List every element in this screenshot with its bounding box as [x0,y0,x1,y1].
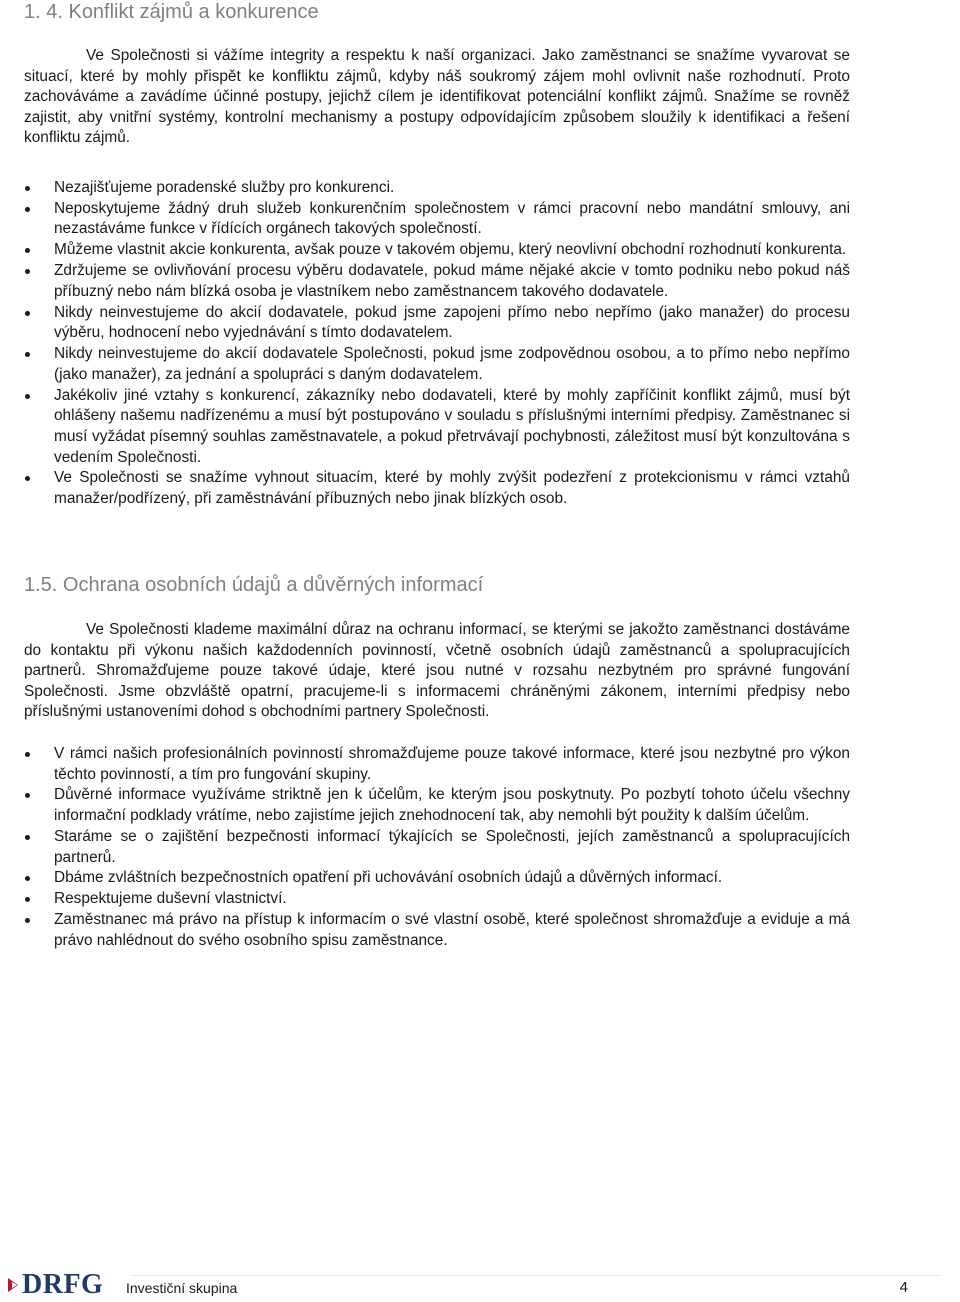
list-item-text: Nikdy neinvestujeme do akcií dodavatele, pokud jsme zapojeni přímo nebo nepřímo (jako manažer) do procesu výběru, hodnocení nebo vyjednávání s tímto dodavatelem. [54,303,850,342]
bullet-icon [25,269,30,274]
list-item-text: V rámci našich profesionálních povinností shromažďujeme pouze takové informace, které jsou nezbytné pro výkon těchto povinností, a tím pro fungování skupiny. [54,745,850,783]
bullet-icon [25,876,30,881]
bullet-icon [25,793,30,798]
list-item [24,889,850,910]
list-item [24,785,850,826]
list-item [24,344,850,385]
list-item [24,261,850,302]
list-item-text: Důvěrné informace využíváme striktně jen k účelům, ke kterým jsou poskytnuty. Po pozbytí tohoto účelu všechny informační podklady vrátíme, nebo zajistíme jejich znehodnocení tak, aby nemohli být použity k dalším účelům. [54,786,850,825]
footer-divider [130,1275,940,1276]
list-item [24,744,850,785]
list-item-text: Dbáme zvláštních bezpečnostních opatření při uchovávání osobních údajů a důvěrných informací. [54,869,723,887]
list-item-text: Staráme se o zajištění bezpečnosti informací týkajících se Společnosti, jejích zaměstnanců a spolupracujících partnerů. [54,827,850,866]
list-item-text: Respektujeme duševní vlastnictví. [54,890,287,908]
list-item-text: Jakékoliv jiné vztahy s konkurencí, zákazníky nebo dodavateli, které by mohly zapříčinit konflikt zájmů, musí být ohlášeny našemu nadřízenému a musí být postupováno v souladu s příslušnými interními předpisy. Zaměstnanec si musí vyžádat písemný souhlas zaměstnavatele, a pokud přetrvávají pochybnosti, záležitost musí být konzultována s vedením Společnosti. [54,386,850,466]
bullet-icon [25,311,30,316]
bullet-icon [25,476,30,481]
section-intro-paragraph: Ve Společnosti klademe maximální důraz na ochranu informací, se kterými se jakožto zaměstnanci dostáváme do kontaktu při výkonu našich každodenních povinností, včetně osobních údajů zaměstnanců a spolupracujících partnerů. Shromažďujeme pouze takové údaje, které jsou nutné v rozsahu nezbytném pro správné fungování Společnosti. Jsme obzvláště opatrní, pracujeme-li s informacemi chráněnými zákonem, interními předpisy nebo příslušnými ustanoveními dohod s obchodními partnery Společnosti. [24,621,850,721]
bullet-icon [25,352,30,357]
list-item-text: Neposkytujeme žádný druh služeb konkurenčním společnostem v rámci pracovní nebo mandátní smlouvy, ani nezastáváme funkce v řídících orgánech takových společností. [54,199,850,238]
page-number: 4 [899,1279,908,1296]
list-item [24,199,850,240]
list-item [24,178,850,199]
list-item-text: Zaměstnanec má právo na přístup k informacím o své vlastní osobě, které společnost shromažďuje a eviduje a má právo nahlédnout do svého osobního spisu zaměstnance. [54,911,850,949]
bullet-icon [25,207,30,212]
list-item [24,827,850,868]
list-item-text: Ve Společnosti se snažíme vyhnout situacím, které by mohly zvýšit podezření z protekcionismu v rámci vztahů manažer/podřízený, při zaměstnávání příbuzných nebo jinak blízkých osob. [54,469,850,507]
list-item [24,240,850,261]
bullet-icon [25,248,30,253]
bullet-icon [25,394,30,399]
list-item [24,303,850,344]
logo-mark-icon [6,1274,20,1296]
section-heading: 1. 4. Konflikt zájmů a konkurence [24,1,319,23]
list-item-text: Nezajišťujeme poradenské služby pro konkurenci. [54,179,395,196]
list-item [24,468,850,509]
list-item-text: Můžeme vlastnit akcie konkurenta, avšak pouze v takovém objemu, který neovlivní obchodní rozhodnutí konkurenta. [54,241,847,259]
company-logo [6,1268,103,1302]
list-item [24,386,850,468]
logo-text: DRFG [22,1269,104,1300]
bullet-icon [25,186,30,191]
bullet-list [24,178,850,510]
section-heading: 1.5. Ochrana osobních údajů a důvěrných informací [24,574,484,596]
footer-tagline: Investiční skupina [126,1280,238,1296]
bullet-list [24,744,850,952]
list-item [24,910,850,951]
bullet-icon [25,835,30,840]
list-item-text: Nikdy neinvestujeme do akcií dodavatele Společnosti, pokud jsme zodpovědnou osobou, a to přímo nebo nepřímo (jako manažer), za jednání a spolupráci s daným dodavatelem. [54,345,850,383]
bullet-icon [25,752,30,757]
bullet-icon [25,918,30,923]
bullet-icon [25,897,30,902]
section-intro-paragraph: Ve Společnosti si vážíme integrity a respektu k naší organizaci. Jako zaměstnanci se snažíme vyvarovat se situací, které by mohly přispět ke konfliktu zájmů, kdyby náš soukromý zájem mohl ovlivnit naše rozhodnutí. Proto zachováváme a zavádíme účinné postupy, jejichž cílem je identifikovat potenciální konflikt zájmů. Snažíme se rovněž zajistit, aby vnitřní systémy, kontrolní mechanismy a postupy odpovídajícím způsobem sloužily k identifikaci a řešení konfliktu zájmů. [24,47,850,147]
list-item [24,868,850,889]
list-item-text: Zdržujeme se ovlivňování procesu výběru dodavatele, pokud máme nějaké akcie v tomto podniku nebo pokud náš příbuzný nebo nám blízká osoba je vlastníkem nebo zaměstnancem takového dodavatele. [54,262,850,300]
